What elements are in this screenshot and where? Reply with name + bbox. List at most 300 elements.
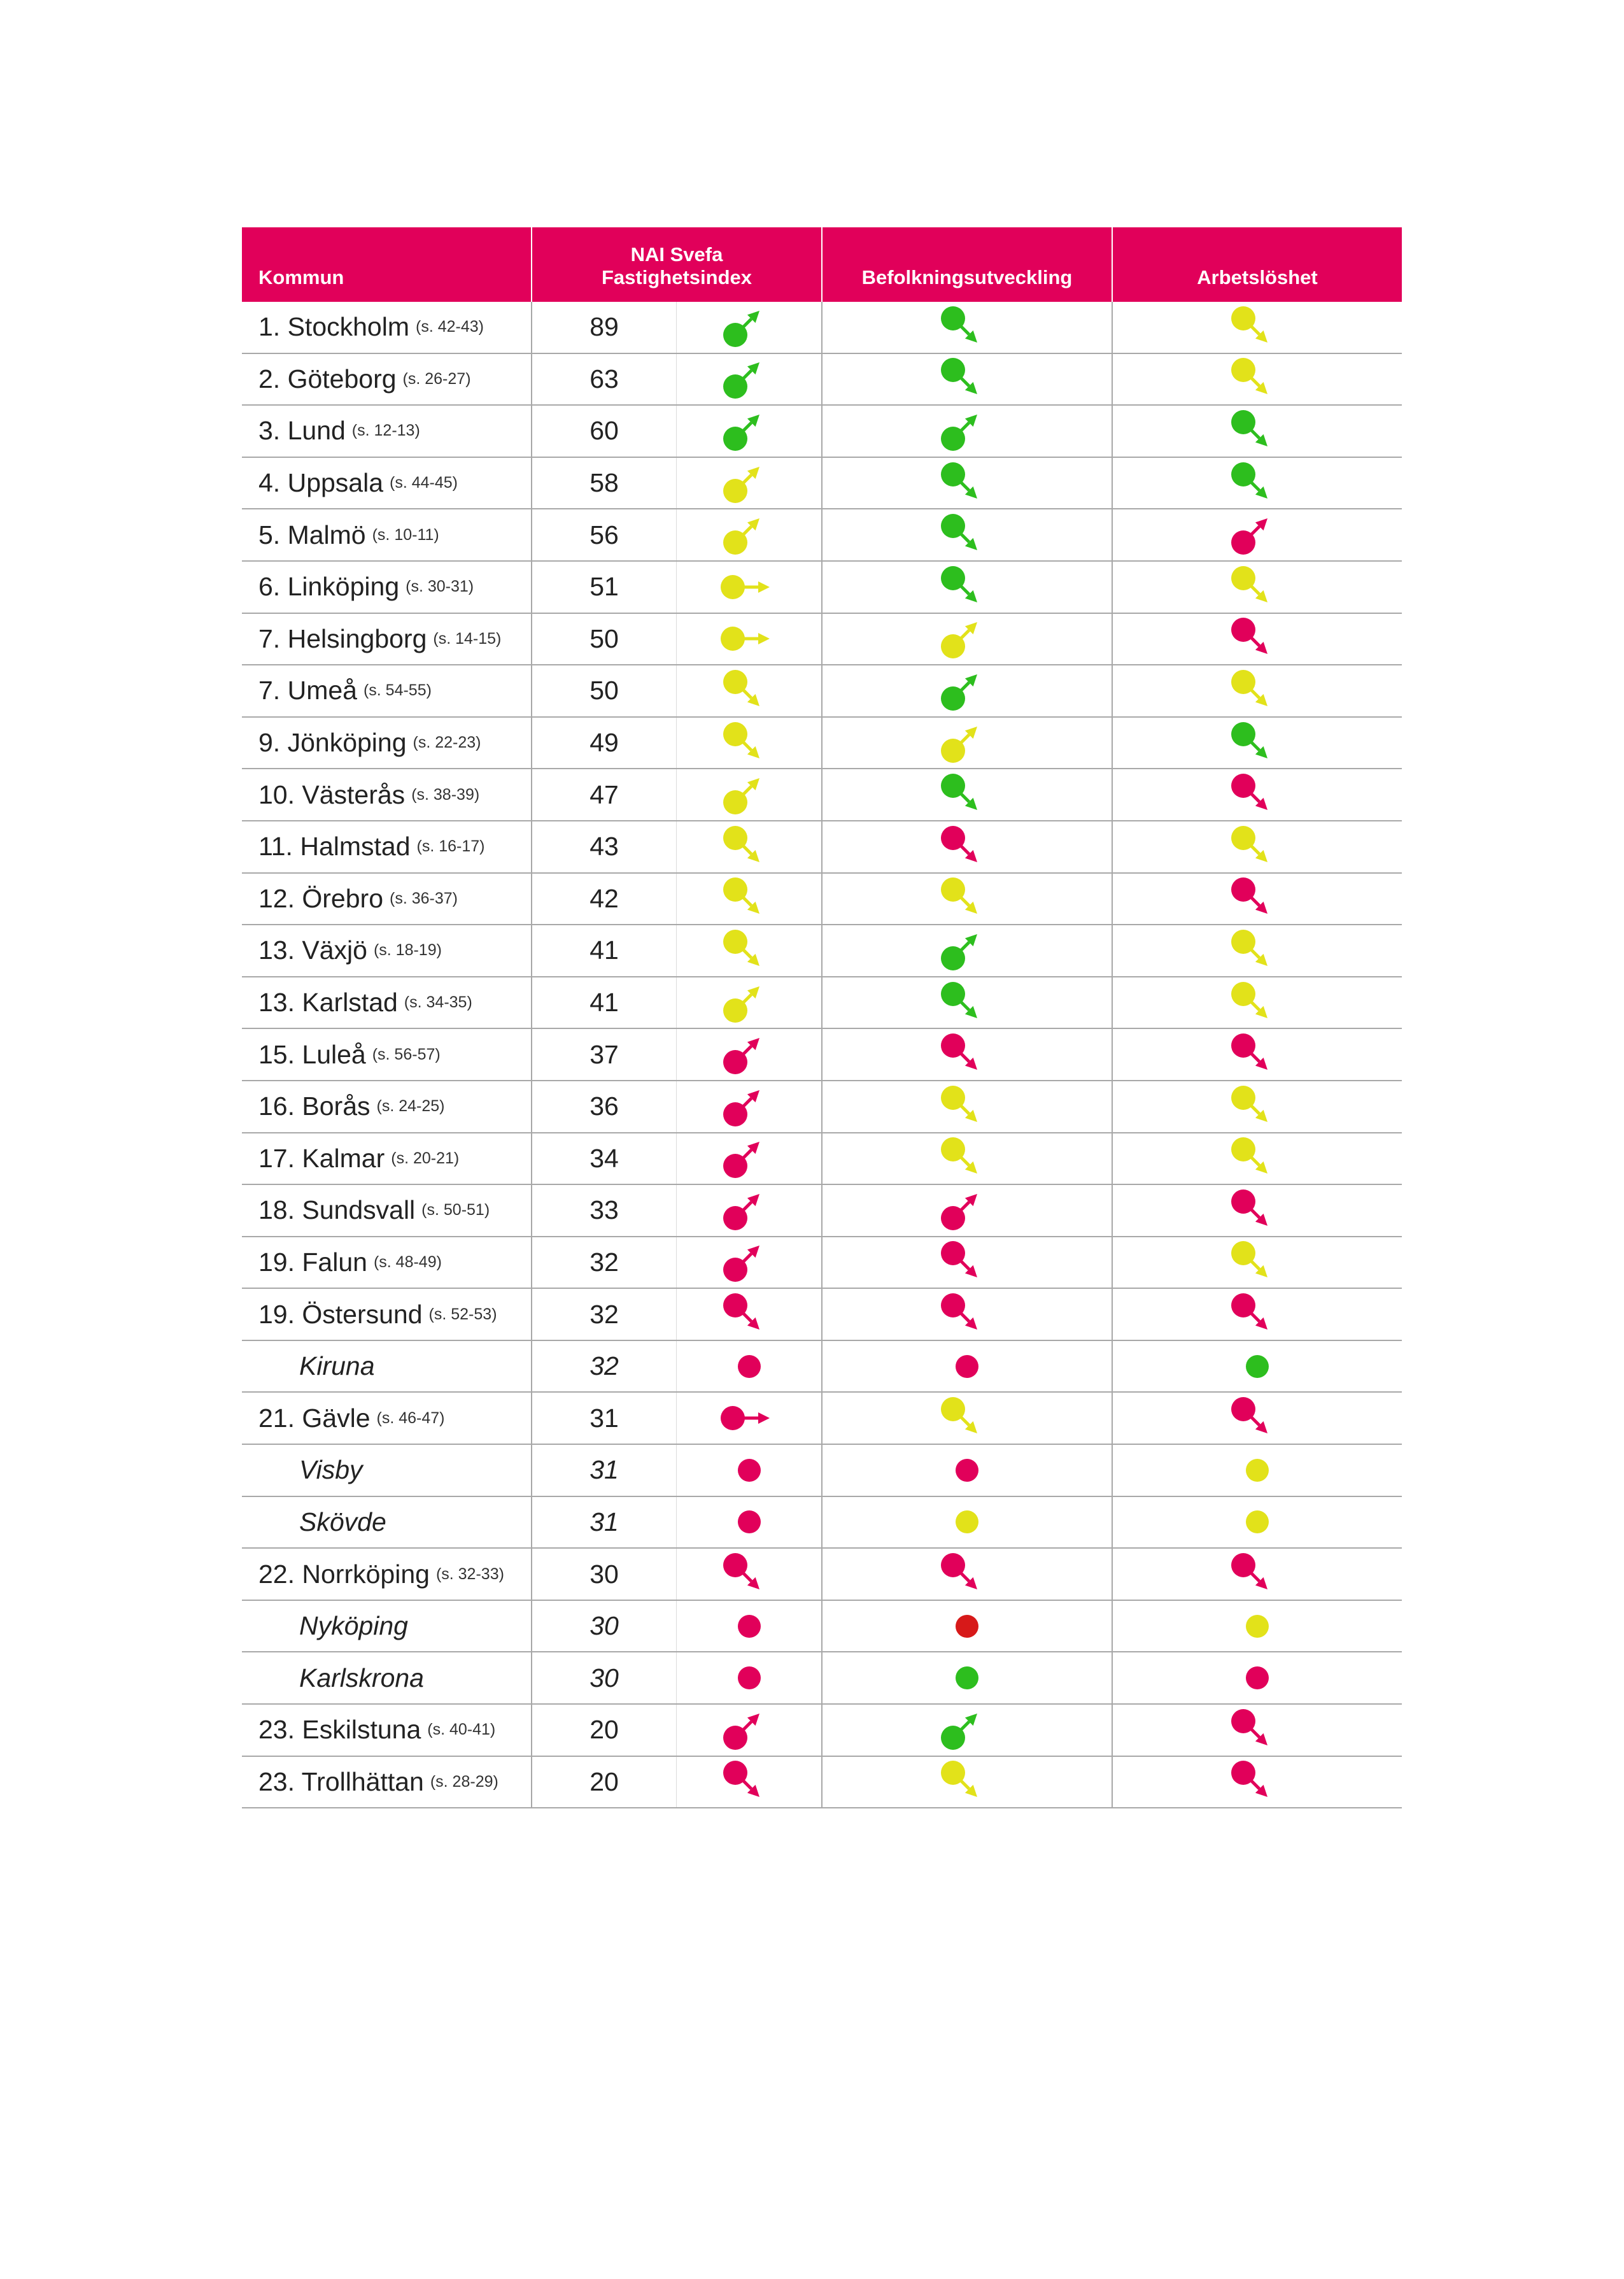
population-trend-green-down-icon [936,460,998,506]
population-trend-cell [821,1601,1112,1652]
kommun-cell [242,614,531,665]
status-dot [723,877,747,902]
index-value: 50 [531,614,676,665]
kommun-name: 18. Sundsvall [258,1195,416,1225]
status-dot [1231,982,1255,1006]
status-dot [941,877,965,902]
index-trend-pink-none-icon [719,1447,780,1493]
population-trend-green-down-icon [936,304,998,350]
status-dot [723,1553,747,1577]
kommun-name: 16. Borås [258,1091,371,1121]
status-dot [941,982,965,1006]
kommun-name: 3. Lund [258,416,346,446]
population-trend-cell [821,1393,1112,1444]
header-population: Befolkningsutveckling [821,227,1112,302]
population-trend-yellow-down-icon [936,876,998,921]
population-trend-cell [821,1341,1112,1392]
status-dot [723,1154,747,1178]
ranking-table [242,227,1402,1808]
status-dot [956,1355,978,1378]
index-trend-cell [676,718,821,769]
page-reference: (s. 20-21) [391,1149,460,1167]
unemployment-trend-yellow-none-icon [1227,1447,1288,1493]
unemployment-trend-cell [1112,1237,1402,1288]
unemployment-trend-cell [1112,665,1402,716]
population-trend-green-up-icon [936,928,998,974]
kommun-cell [242,406,531,457]
index-value: 37 [531,1029,676,1080]
status-dot [1231,530,1255,555]
unemployment-trend-yellow-down-icon [1227,356,1288,402]
population-trend-cell [821,562,1112,613]
index-value: 41 [531,977,676,1028]
population-trend-cell [821,769,1112,820]
index-trend-cell [676,1757,821,1808]
index-trend-cell [676,1237,821,1288]
kommun-cell [242,1705,531,1756]
status-dot [1231,722,1255,746]
page-reference: (s. 52-53) [428,1305,497,1323]
status-dot [738,1615,761,1638]
table-row [242,769,1402,821]
status-dot [941,306,965,330]
table-row [242,1497,1402,1549]
status-dot [723,998,747,1023]
index-trend-cell [676,1497,821,1548]
table-row [242,1705,1402,1757]
population-trend-pink-none-icon [936,1447,998,1493]
page-reference: (s. 30-31) [406,578,474,596]
index-trend-cell [676,977,821,1028]
index-value: 58 [531,458,676,509]
population-trend-cell [821,354,1112,405]
population-trend-cell [821,821,1112,872]
status-dot [1231,774,1255,798]
kommun-name: 2. Göteborg [258,364,397,394]
status-dot [738,1666,761,1689]
status-dot [1231,1293,1255,1317]
index-value: 56 [531,509,676,560]
index-value: 31 [531,1497,676,1548]
kommun-name: 9. Jönköping [258,728,407,758]
unemployment-trend-yellow-down-icon [1227,824,1288,870]
status-dot [1231,1761,1255,1785]
page-reference: (s. 40-41) [427,1721,496,1739]
unemployment-trend-cell [1112,1601,1402,1652]
index-trend-pink-down-icon [719,1551,780,1597]
index-trend-green-up-icon [719,408,780,454]
population-trend-cell [821,1445,1112,1496]
index-value: 43 [531,821,676,872]
unemployment-trend-pink-none-icon [1227,1655,1288,1701]
index-trend-pink-down-icon [719,1291,780,1337]
status-dot [721,1406,745,1430]
status-dot [723,479,747,503]
population-trend-yellow-none-icon [936,1499,998,1545]
kommun-cell [242,458,531,509]
status-dot [941,462,965,486]
page-reference: (s. 34-35) [404,993,472,1012]
unemployment-trend-cell [1112,1341,1402,1392]
page-reference: (s. 54-55) [363,681,432,700]
page-reference: (s. 28-29) [430,1772,498,1791]
population-trend-cell [821,1497,1112,1548]
status-dot [723,374,747,399]
index-trend-cell [676,1601,821,1652]
table-row [242,977,1402,1030]
unemployment-trend-cell [1112,1757,1402,1808]
status-dot [941,1086,965,1110]
unemployment-trend-pink-down-icon [1227,1551,1288,1597]
unemployment-trend-cell [1112,1549,1402,1600]
page-reference: (s. 18-19) [373,941,442,960]
kommun-name: 23. Trollhättan [258,1766,424,1796]
unemployment-trend-pink-up-icon [1227,512,1288,558]
unemployment-trend-cell [1112,1393,1402,1444]
table-body [242,302,1402,1808]
status-dot [723,1258,747,1282]
kommun-cell [242,1289,531,1340]
index-trend-yellow-right-icon [719,616,780,662]
unemployment-trend-cell [1112,1185,1402,1236]
index-trend-cell [676,1549,821,1600]
kommun-name: 15. Luleå [258,1039,366,1069]
status-dot [1231,1033,1255,1058]
status-dot [1231,1086,1255,1110]
index-trend-yellow-right-icon [719,564,780,610]
trend-arrow-head [758,1412,770,1424]
population-trend-cell [821,406,1112,457]
status-dot [941,739,965,763]
table-row [242,1289,1402,1341]
status-dot [941,686,965,711]
index-value: 89 [531,302,676,353]
index-value: 20 [531,1757,676,1808]
page-reference: (s. 10-11) [372,525,439,544]
table-row [242,665,1402,718]
index-trend-pink-up-icon [719,1239,780,1285]
unemployment-trend-yellow-down-icon [1227,1239,1288,1285]
kommun-cell [242,1757,531,1808]
population-trend-yellow-up-icon [936,616,998,662]
unemployment-trend-cell [1112,1445,1402,1496]
status-dot [1231,877,1255,902]
index-value: 50 [531,665,676,716]
population-trend-pink-none-icon [936,1344,998,1389]
population-trend-cell [821,925,1112,976]
population-trend-cell [821,1133,1112,1184]
unemployment-trend-yellow-down-icon [1227,564,1288,610]
kommun-name: 7. Umeå [258,676,357,706]
kommun-name: 17. Kalmar [258,1143,385,1173]
population-trend-cell [821,614,1112,665]
status-dot [941,566,965,590]
page-reference: (s. 14-15) [433,629,502,648]
index-trend-cell [676,302,821,353]
status-dot [723,1206,747,1230]
status-dot [941,946,965,970]
index-trend-cell [676,458,821,509]
index-trend-cell [676,1341,821,1392]
kommun-cell [242,1652,531,1703]
index-value: 20 [531,1705,676,1756]
unemployment-trend-cell [1112,458,1402,509]
kommun-cell [242,925,531,976]
table-row [242,1029,1402,1081]
population-trend-green-down-icon [936,512,998,558]
population-trend-cell [821,977,1112,1028]
table-header [242,227,1402,302]
population-trend-cell [821,1185,1112,1236]
status-dot [723,1050,747,1074]
population-trend-green-none-icon [936,1655,998,1701]
kommun-cell [242,874,531,925]
page-reference: (s. 12-13) [351,422,420,440]
index-trend-yellow-down-icon [719,928,780,974]
index-value: 34 [531,1133,676,1184]
index-trend-pink-up-icon [719,1084,780,1130]
status-dot [941,1293,965,1317]
population-trend-green-down-icon [936,772,998,818]
population-trend-cell [821,302,1112,353]
population-trend-pink-up-icon [936,1188,998,1233]
unemployment-trend-pink-down-icon [1227,1759,1288,1805]
trend-arrow-head [758,633,770,644]
page-reference: (s. 36-37) [390,889,458,907]
unemployment-trend-cell [1112,874,1402,925]
index-value: 63 [531,354,676,405]
index-trend-green-up-icon [719,304,780,350]
kommun-name: Skövde [299,1507,386,1537]
status-dot [941,1397,965,1421]
kommun-cell [242,1445,531,1496]
unemployment-trend-yellow-down-icon [1227,304,1288,350]
index-value: 47 [531,769,676,820]
index-trend-pink-up-icon [719,1188,780,1233]
page-reference: (s. 16-17) [416,837,485,856]
status-dot [738,1355,761,1378]
population-trend-green-up-icon [936,668,998,714]
index-trend-pink-up-icon [719,1135,780,1181]
status-dot [941,1137,965,1161]
kommun-cell [242,562,531,613]
index-trend-pink-none-icon [719,1603,780,1649]
unemployment-trend-cell [1112,1652,1402,1703]
page-reference: (s. 26-27) [402,369,471,388]
kommun-name: 19. Östersund [258,1299,423,1329]
unemployment-trend-green-down-icon [1227,460,1288,506]
population-trend-green-down-icon [936,980,998,1026]
status-dot [1231,930,1255,954]
index-trend-cell [676,1133,821,1184]
index-trend-cell [676,509,821,560]
header-index-line2: Fastighetsindex [602,266,752,288]
status-dot [723,530,747,555]
status-dot [1231,1553,1255,1577]
unemployment-trend-cell [1112,614,1402,665]
index-value: 33 [531,1185,676,1236]
header-unemployment: Arbetslöshet [1112,227,1402,302]
population-trend-green-up-icon [936,1707,998,1753]
index-trend-yellow-up-icon [719,512,780,558]
status-dot [723,670,747,694]
population-trend-cell [821,1549,1112,1600]
table-row [242,1185,1402,1237]
table-row [242,1341,1402,1393]
kommun-cell [242,354,531,405]
population-trend-yellow-down-icon [936,1395,998,1441]
index-trend-yellow-up-icon [719,980,780,1026]
table-row [242,821,1402,874]
table-row [242,1757,1402,1809]
kommun-cell [242,1341,531,1392]
status-dot [956,1615,978,1638]
kommun-cell [242,665,531,716]
index-trend-cell [676,1029,821,1080]
status-dot [1231,1241,1255,1265]
status-dot [723,1293,747,1317]
index-value: 32 [531,1341,676,1392]
index-trend-cell [676,1652,821,1703]
index-trend-cell [676,925,821,976]
index-trend-yellow-down-icon [719,876,780,921]
unemployment-trend-green-down-icon [1227,408,1288,454]
status-dot [941,1761,965,1785]
kommun-cell [242,1237,531,1288]
status-dot [721,627,745,651]
page-reference: (s. 56-57) [372,1045,441,1063]
population-trend-green-up-icon [936,408,998,454]
kommun-name: 6. Linköping [258,572,400,602]
index-trend-cell [676,1393,821,1444]
population-trend-pink-down-icon [936,1551,998,1597]
unemployment-trend-cell [1112,1497,1402,1548]
population-trend-pink-down-icon [936,1291,998,1337]
kommun-name: Visby [299,1455,363,1485]
index-trend-cell [676,354,821,405]
index-value: 49 [531,718,676,769]
index-value: 30 [531,1549,676,1600]
index-value: 32 [531,1289,676,1340]
population-trend-cell [821,509,1112,560]
kommun-cell [242,977,531,1028]
status-dot [941,1726,965,1750]
unemployment-trend-pink-down-icon [1227,1032,1288,1077]
unemployment-trend-cell [1112,1081,1402,1132]
unemployment-trend-pink-down-icon [1227,1291,1288,1337]
unemployment-trend-pink-down-icon [1227,1395,1288,1441]
status-dot [941,1033,965,1058]
table-row [242,458,1402,510]
index-trend-cell [676,614,821,665]
population-trend-cell [821,1289,1112,1340]
unemployment-trend-cell [1112,821,1402,872]
table-row [242,925,1402,977]
population-trend-cell [821,874,1112,925]
population-trend-cell [821,665,1112,716]
kommun-name: 10. Västerås [258,779,406,809]
unemployment-trend-pink-down-icon [1227,1707,1288,1753]
population-trend-pink-down-icon [936,1032,998,1077]
kommun-name: 13. Karlstad [258,988,398,1018]
unemployment-trend-cell [1112,354,1402,405]
unemployment-trend-cell [1112,1133,1402,1184]
index-trend-pink-up-icon [719,1707,780,1753]
index-trend-cell [676,562,821,613]
index-trend-cell [676,1445,821,1496]
status-dot [956,1510,978,1533]
status-dot [956,1459,978,1482]
status-dot [1246,1666,1269,1689]
kommun-cell [242,1029,531,1080]
index-value: 36 [531,1081,676,1132]
status-dot [941,1553,965,1577]
kommun-name: 11. Halmstad [258,832,411,862]
status-dot [941,826,965,850]
table-row [242,406,1402,458]
kommun-name: 13. Växjö [258,935,367,965]
unemployment-trend-yellow-none-icon [1227,1603,1288,1649]
index-trend-yellow-down-icon [719,824,780,870]
status-dot [1231,358,1255,382]
page-reference: (s. 32-33) [435,1565,504,1583]
status-dot [941,1206,965,1230]
kommun-name: Karlskrona [299,1663,424,1693]
status-dot [721,575,745,599]
status-dot [1231,410,1255,434]
status-dot [941,634,965,658]
status-dot [1231,618,1255,642]
population-trend-pink-down-icon [936,824,998,870]
unemployment-trend-yellow-none-icon [1227,1499,1288,1545]
unemployment-trend-cell [1112,769,1402,820]
trend-arrow-head [758,581,770,593]
kommun-cell [242,302,531,353]
table-row [242,1652,1402,1705]
kommun-name: 7. Helsingborg [258,623,427,653]
unemployment-trend-cell [1112,1705,1402,1756]
unemployment-trend-yellow-down-icon [1227,668,1288,714]
status-dot [1231,566,1255,590]
population-trend-green-down-icon [936,356,998,402]
table-row [242,1601,1402,1653]
table-row [242,1133,1402,1186]
unemployment-trend-pink-down-icon [1227,876,1288,921]
kommun-cell [242,509,531,560]
index-trend-pink-right-icon [719,1395,780,1441]
index-value: 41 [531,925,676,976]
table-row [242,718,1402,770]
page-reference: (s. 48-49) [373,1253,442,1271]
population-trend-cell [821,1029,1112,1080]
status-dot [941,427,965,451]
kommun-cell [242,718,531,769]
population-trend-cell [821,718,1112,769]
table-row [242,1549,1402,1601]
table-row [242,509,1402,562]
population-trend-cell [821,1705,1112,1756]
header-kommun: Kommun [258,266,344,288]
unemployment-trend-cell [1112,562,1402,613]
population-trend-yellow-down-icon [936,1084,998,1130]
status-dot [723,826,747,850]
status-dot [723,1102,747,1126]
unemployment-trend-cell [1112,925,1402,976]
index-trend-cell [676,665,821,716]
index-trend-yellow-up-icon [719,772,780,818]
status-dot [941,358,965,382]
index-trend-pink-up-icon [719,1032,780,1077]
